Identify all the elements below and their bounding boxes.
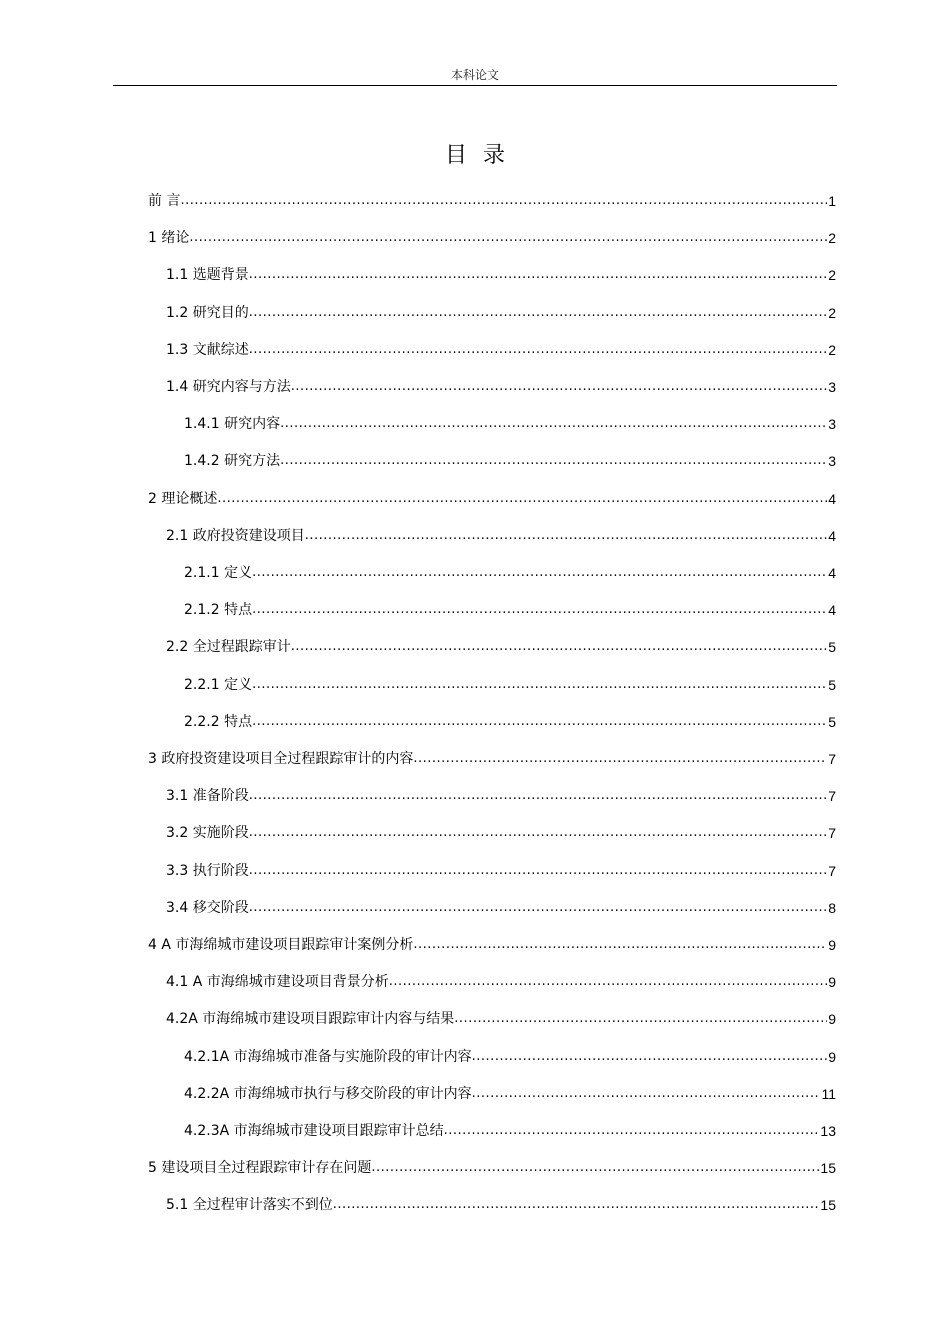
toc-dot-leader [413, 936, 827, 954]
toc-entry[interactable] [166, 260, 836, 284]
toc-entry-label: 1 绪论 [148, 230, 190, 247]
toc-dot-leader [249, 787, 827, 805]
toc-page-number: 3 [828, 453, 836, 470]
toc-dot-leader [371, 1159, 819, 1177]
toc-entry-label: 2.1.2 特点 [184, 602, 253, 619]
toc-page-number: 4 [828, 565, 836, 581]
toc-page-number: 8 [828, 899, 836, 916]
toc-entry[interactable] [166, 1004, 836, 1028]
toc-entry[interactable] [148, 223, 836, 247]
toc-page-number: 5 [828, 676, 836, 693]
toc-dot-leader [249, 899, 827, 917]
toc-dot-leader [472, 1085, 821, 1103]
toc-entry[interactable] [184, 1079, 836, 1103]
toc-dot-leader [180, 192, 827, 210]
toc-entry[interactable] [148, 484, 836, 508]
toc-dot-leader [413, 750, 827, 768]
toc-entry[interactable] [184, 409, 836, 433]
toc-entry-label: 1.4.2 研究方法 [184, 453, 281, 470]
toc-dot-leader [305, 527, 827, 545]
toc-entry[interactable] [184, 558, 836, 582]
toc-page-number: 9 [828, 937, 836, 953]
toc-page-number: 7 [828, 751, 836, 767]
toc-entry-label: 2.1 政府投资建设项目 [166, 527, 305, 544]
toc-dot-leader [389, 973, 827, 991]
toc-entry[interactable] [166, 781, 836, 805]
toc-page-number: 1 [828, 193, 836, 209]
toc-entry[interactable] [148, 930, 836, 954]
toc-dot-leader [189, 229, 827, 247]
toc-dot-leader [252, 713, 827, 731]
toc-page-number: 2 [828, 304, 836, 321]
toc-dot-leader [252, 601, 827, 619]
toc-dot-leader [454, 1010, 827, 1028]
toc-entry-label: 2 理论概述 [148, 490, 218, 507]
toc-entry[interactable] [166, 632, 836, 656]
toc-dot-leader [249, 862, 827, 880]
toc-entry[interactable] [148, 744, 836, 768]
toc-page-number: 15 [820, 1160, 836, 1177]
toc-entry-label: 2.1.1 定义 [184, 565, 253, 581]
toc-entry-label: 3.4 移交阶段 [166, 899, 249, 916]
toc-page-number: 9 [828, 974, 836, 991]
toc-entry-label: 2.2.1 定义 [184, 676, 253, 693]
toc-page-number: 4 [828, 602, 836, 619]
toc-entry[interactable] [166, 1190, 836, 1214]
header-rule [113, 85, 837, 86]
toc-entry-label: 1.1 选题背景 [166, 267, 249, 284]
toc-entry[interactable] [166, 298, 836, 322]
toc-dot-leader [249, 341, 827, 359]
toc-page-number: 15 [820, 1197, 836, 1214]
toc-dot-leader [333, 1196, 820, 1214]
toc-entry-label: 3.1 准备阶段 [166, 788, 249, 805]
toc-entry-label: 1.3 文献综述 [166, 341, 249, 358]
toc-entry[interactable] [148, 186, 836, 210]
toc-page-number: 13 [820, 1123, 836, 1139]
toc-entry[interactable] [166, 967, 836, 991]
toc-entry[interactable] [184, 707, 836, 731]
toc-dot-leader [291, 638, 827, 656]
toc-entry-label: 前 言 [148, 193, 181, 209]
toc-entry[interactable] [148, 1153, 836, 1177]
toc-dot-leader [252, 564, 827, 582]
toc-page-number: 4 [828, 490, 836, 507]
toc-entry[interactable] [166, 893, 836, 917]
toc-entry-label: 4.1 A 市海绵城市建设项目背景分析 [166, 974, 389, 991]
toc-entry[interactable] [184, 670, 836, 694]
toc-entry-label: 1.2 研究目的 [166, 304, 249, 321]
toc-dot-leader [472, 1048, 828, 1066]
toc-entry[interactable] [166, 372, 836, 396]
toc-entry[interactable] [166, 856, 836, 880]
toc-page-number: 7 [828, 825, 836, 842]
toc-entry[interactable] [184, 595, 836, 619]
toc-entry-label: 4.2A 市海绵城市建设项目跟踪审计内容与结果 [166, 1011, 455, 1028]
toc-dot-leader [291, 378, 827, 396]
toc-entry-label: 2.2 全过程跟踪审计 [166, 639, 291, 656]
toc-dot-leader [444, 1122, 820, 1140]
toc-entry[interactable] [184, 1042, 836, 1066]
toc-entry-label: 4.2.3A 市海绵城市建设项目跟踪审计总结 [184, 1123, 444, 1139]
toc-entry-label: 4.2.1A 市海绵城市准备与实施阶段的审计内容 [184, 1048, 472, 1065]
toc-entry-label: 5.1 全过程审计落实不到位 [166, 1197, 333, 1214]
toc-entry[interactable] [166, 521, 836, 545]
toc-entry-label: 3.3 执行阶段 [166, 862, 249, 879]
toc-entry-label: 1.4.1 研究内容 [184, 416, 281, 433]
toc-page-number: 4 [828, 527, 836, 544]
toc-dot-leader [217, 490, 827, 508]
toc-page-number: 2 [828, 267, 836, 284]
toc-dot-leader [249, 266, 827, 284]
toc-entry-label: 2.2.2 特点 [184, 713, 253, 730]
toc-title: 目录 [444, 143, 521, 168]
toc-dot-leader [252, 676, 827, 694]
toc-entry[interactable] [184, 446, 836, 470]
toc-dot-leader [249, 304, 827, 322]
toc-entry-label: 5 建设项目全过程跟踪审计存在问题 [148, 1160, 372, 1177]
toc-page-number: 7 [828, 788, 836, 805]
toc-entry-label: 3.2 实施阶段 [166, 825, 249, 842]
toc-page-number: 9 [828, 1048, 836, 1065]
toc-entry-label: 3 政府投资建设项目全过程跟踪审计的内容 [148, 751, 414, 767]
toc-page-number: 3 [828, 416, 836, 433]
toc-page-number: 7 [828, 862, 836, 879]
toc-entry-label: 4.2.2A 市海绵城市执行与移交阶段的审计内容 [184, 1085, 472, 1102]
toc-dot-leader [249, 824, 827, 842]
toc-entry[interactable] [184, 1116, 836, 1140]
toc-entry[interactable] [166, 335, 836, 359]
toc-page-number: 5 [828, 713, 836, 730]
toc-dot-leader [280, 415, 827, 433]
toc-entry-label: 4 A 市海绵城市建设项目跟踪审计案例分析 [148, 937, 414, 953]
toc-dot-leader [280, 452, 827, 470]
toc-page-number: 2 [828, 230, 836, 247]
toc-page-number: 9 [828, 1011, 836, 1028]
toc-page-number: 11 [821, 1085, 836, 1102]
toc-page-number: 2 [828, 341, 836, 358]
toc-page-number: 5 [828, 639, 836, 656]
toc-page-number: 3 [828, 379, 836, 395]
toc-entry-label: 1.4 研究内容与方法 [166, 379, 291, 395]
toc-entry[interactable] [166, 818, 836, 842]
running-header: 本科论文 [450, 68, 499, 82]
